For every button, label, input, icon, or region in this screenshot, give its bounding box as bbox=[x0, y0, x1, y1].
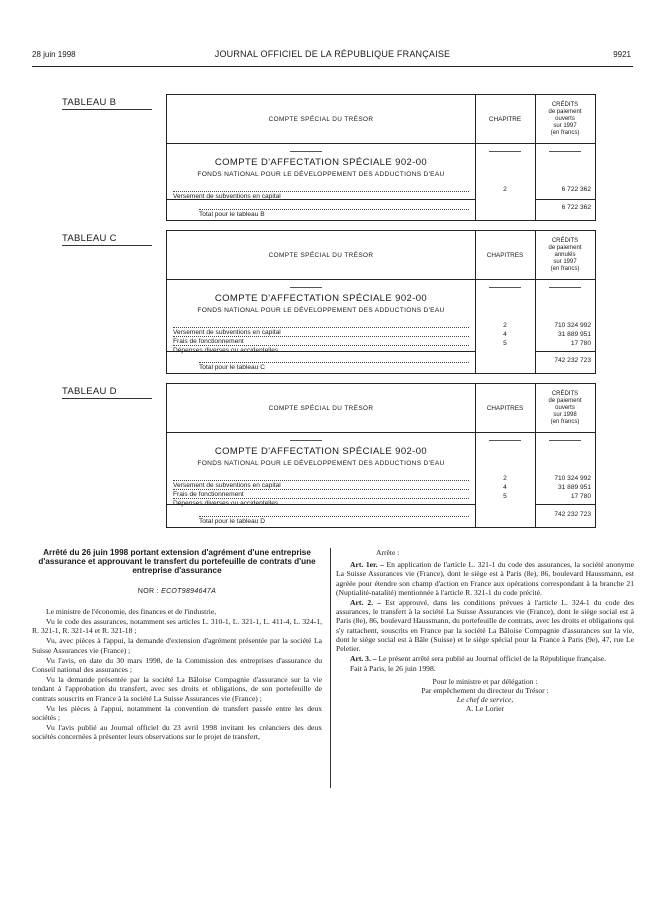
row-chapter: 5 bbox=[503, 340, 507, 347]
table-c-col-account: COMPTE SPÉCIAL DU TRÉSOR bbox=[268, 251, 374, 259]
preamble-paragraph: Vu la demande présentée par la société La Bâloise Compagnie d'assurance sur la vie tendant à l'approbation du transfert, avec ses droits et obligations, de son portefeuille de contrats souscrits en France à la société La Suisse Assurances vie (France) ; bbox=[32, 675, 322, 703]
table-d-col-credits bbox=[535, 384, 595, 432]
total-amount: 742 232 723 bbox=[554, 357, 591, 364]
separator-dash bbox=[290, 151, 322, 152]
credits-line: sur 1997 bbox=[553, 122, 577, 129]
table-row bbox=[173, 474, 469, 489]
table-row bbox=[173, 483, 469, 498]
column-divider bbox=[535, 95, 536, 220]
credits-line: ouverts bbox=[555, 115, 575, 122]
column-divider bbox=[475, 95, 476, 220]
table-d-label: TABLEAU D bbox=[62, 386, 152, 399]
total-rule bbox=[535, 199, 595, 200]
total-rule bbox=[167, 351, 475, 352]
row-chapter: 4 bbox=[503, 484, 507, 491]
row-chapter: 4 bbox=[503, 331, 507, 338]
total-rule bbox=[167, 199, 475, 200]
column-divider bbox=[475, 231, 476, 373]
separator-dash bbox=[549, 440, 581, 441]
preamble-paragraph: Vu, avec pièces à l'appui, la demande d'extension d'agrément présentée par la société La Suisse Assurances vie (France) ; bbox=[32, 636, 322, 655]
account-subtitle: FONDS NATIONAL POUR LE DÉVELOPPEMENT DES ADDUCTIONS D'EAU bbox=[197, 460, 445, 467]
table-d-header bbox=[167, 384, 595, 433]
row-amount: 710 324 992 bbox=[554, 322, 591, 329]
total-label: Total pour le tableau C bbox=[173, 364, 267, 371]
row-label: Frais de fonctionnement bbox=[173, 491, 244, 498]
total-label: Total pour le tableau D bbox=[173, 518, 267, 525]
row-amount: 6 722 362 bbox=[561, 186, 591, 193]
separator-dash bbox=[549, 151, 581, 152]
header-rule bbox=[32, 66, 633, 67]
total-rule bbox=[167, 504, 475, 505]
table-total-row bbox=[173, 356, 469, 371]
table-row bbox=[173, 330, 469, 345]
table-c-col-credits bbox=[535, 231, 595, 279]
table-row bbox=[173, 321, 469, 336]
row-amount: 31 889 951 bbox=[557, 331, 591, 338]
row-amount: 17 780 bbox=[570, 340, 591, 347]
separator-dash bbox=[290, 440, 322, 441]
credits-line: CRÉDITS bbox=[551, 390, 579, 397]
total-amount: 6 722 362 bbox=[561, 204, 591, 211]
article-label: Art. 1er. – bbox=[350, 560, 384, 570]
credits-line: sur 1998 bbox=[553, 411, 577, 418]
preamble-paragraph: Vu l'avis publié au Journal officiel du 23 avril 1998 invitant les créanciers des deux sociétés concernées à présenter leurs observations sur le projet de transfert, bbox=[32, 723, 322, 742]
table-total-row bbox=[173, 510, 469, 525]
row-label: Frais de fonctionnement bbox=[173, 338, 244, 345]
done-at: Fait à Paris, le 26 juin 1998. bbox=[350, 664, 436, 674]
row-chapter: 5 bbox=[503, 493, 507, 500]
for-minister: Pour le ministre et par délégation : bbox=[432, 676, 538, 686]
nor-reference bbox=[32, 587, 322, 596]
row-label: Versement de subventions en capital bbox=[173, 193, 281, 200]
total-rule bbox=[535, 351, 595, 352]
separator-dash bbox=[549, 287, 581, 288]
preamble-paragraph: Le ministre de l'économie, des finances et de l'industrie, bbox=[46, 606, 217, 616]
credits-line: (en francs) bbox=[550, 129, 580, 136]
separator-dash bbox=[489, 440, 521, 441]
article-text: En application de l'article L. 321-1 du code des assurances, la société anonyme La Suisse Assurances vie (France), dont le siège est à Paris (8e), 86, boulevard Haussmann, est agréée pour étendre son champ d'action en France aux opérations correspondant à la branche 21 (Nuptialité-natalité) mentionnée à l'article R. 321-1 du code précité. bbox=[336, 560, 634, 597]
credits-line: de paiement bbox=[548, 244, 582, 251]
row-label: Dépenses diverses ou accidentelles bbox=[173, 347, 279, 354]
article-1 bbox=[336, 560, 634, 597]
preamble-paragraph: Vu les pièces à l'appui, notamment la convention de transfert passée entre les deux sociétés ; bbox=[32, 703, 322, 723]
separator-dash bbox=[489, 151, 521, 152]
column-separator bbox=[330, 548, 331, 788]
row-chapter: 2 bbox=[503, 475, 507, 482]
arrete-word: Arrête : bbox=[376, 548, 400, 557]
impediment-line: Par empêchement du directeur du Trésor : bbox=[421, 685, 549, 695]
credits-line: CRÉDITS bbox=[551, 237, 579, 244]
chief-of-service: Le chef de service, bbox=[456, 695, 514, 705]
row-chapter: 2 bbox=[503, 322, 507, 329]
row-label: Versement de subventions en capital bbox=[173, 329, 281, 336]
table-row bbox=[173, 492, 469, 507]
row-label: Versement de subventions en capital bbox=[173, 482, 281, 489]
table-b-col-account: COMPTE SPÉCIAL DU TRÉSOR bbox=[268, 115, 374, 123]
header-journal-title: JOURNAL OFFICIEL DE LA RÉPUBLIQUE FRANÇAISE bbox=[214, 49, 451, 59]
table-row bbox=[173, 339, 469, 354]
article-label: Art. 2. – bbox=[350, 598, 381, 608]
row-amount: 710 324 992 bbox=[554, 475, 591, 482]
preamble-paragraph: Vu l'avis, en date du 30 mars 1998, de la Commission des entreprises d'assurance du Conseil national des assurances ; bbox=[32, 655, 322, 675]
article-text: Le présent arrêté sera publié au Journal officiel de la République française. bbox=[378, 654, 607, 664]
table-b-header bbox=[167, 95, 595, 144]
credits-line: CRÉDITS bbox=[551, 101, 579, 108]
table-d bbox=[166, 383, 596, 528]
header-date: 28 juin 1998 bbox=[32, 50, 76, 59]
table-b-label: TABLEAU B bbox=[62, 97, 152, 110]
preamble-paragraph: Vu le code des assurances, notamment ses articles L. 310-1, L. 321-1, L. 411-4, L. 324-1, R. 321-1, R. 321-14 et R. 321-18 ; bbox=[32, 617, 322, 636]
table-c-col-chapter: CHAPITRES bbox=[486, 251, 524, 259]
article-2 bbox=[336, 598, 634, 653]
credits-line: sur 1997 bbox=[553, 258, 577, 265]
row-chapter: 2 bbox=[503, 186, 507, 193]
table-total-row bbox=[173, 203, 469, 218]
row-amount: 31 889 951 bbox=[557, 484, 591, 491]
credits-line: de paiement bbox=[548, 397, 582, 404]
table-c bbox=[166, 230, 596, 374]
table-b-col-credits bbox=[535, 95, 595, 143]
total-rule bbox=[535, 504, 595, 505]
separator-dash bbox=[489, 287, 521, 288]
article-3 bbox=[336, 654, 634, 663]
account-subtitle: FONDS NATIONAL POUR LE DÉVELOPPEMENT DES ADDUCTIONS D'EAU bbox=[197, 171, 445, 178]
account-subtitle: FONDS NATIONAL POUR LE DÉVELOPPEMENT DES ADDUCTIONS D'EAU bbox=[197, 307, 445, 314]
credits-line: (en francs) bbox=[550, 418, 580, 425]
separator-dash bbox=[290, 287, 322, 288]
table-b-col-chapter: CHAPITRE bbox=[488, 115, 522, 123]
total-label: Total pour le tableau B bbox=[173, 211, 267, 218]
table-d-col-account: COMPTE SPÉCIAL DU TRÉSOR bbox=[268, 404, 374, 412]
table-c-header bbox=[167, 231, 595, 280]
arrete-left-column bbox=[32, 548, 322, 742]
nor-label: NOR : bbox=[137, 587, 159, 595]
credits-line: ouverts bbox=[555, 404, 575, 411]
table-c-label: TABLEAU C bbox=[62, 233, 152, 246]
arrete-right-column bbox=[336, 548, 634, 713]
signature: A. Le Lorier bbox=[465, 704, 505, 714]
row-amount: 17 780 bbox=[570, 493, 591, 500]
table-b bbox=[166, 94, 596, 221]
total-amount: 742 232 723 bbox=[554, 511, 591, 518]
table-d-col-chapter: CHAPITRES bbox=[486, 404, 524, 412]
credits-line: de paiement bbox=[548, 108, 582, 115]
account-title: COMPTE D'AFFECTATION SPÉCIALE 902-00 bbox=[214, 157, 428, 168]
article-text: Est approuvé, dans les conditions prévues à l'article L. 324-1 du code des assurances, le transfert à la société La Suisse Assurances vie (France), dont le siège social est à Paris (8e), 86, boulevard Haussmann, du portefeuille de contrats, avec les droits et obligations qui s'y rattachent, souscrits en France par la société La Bâloise Compagnie d'assurances sur la vie, dont le siège social est à Bâle (Suisse) et le siège spécial pour la France à Paris (9e), 47, rue Le Peletier. bbox=[336, 598, 634, 654]
account-title: COMPTE D'AFFECTATION SPÉCIALE 902-00 bbox=[214, 293, 428, 304]
column-divider bbox=[535, 384, 536, 527]
column-divider bbox=[475, 384, 476, 527]
row-label: Dépenses diverses ou accidentelles bbox=[173, 500, 279, 507]
article-label: Art. 3. – bbox=[350, 654, 377, 664]
nor-value: ECOT9894647A bbox=[161, 587, 217, 595]
arrete-title: Arrêté du 26 juin 1998 portant extension d'agrément d'une entreprise d'assurance et approuvant le transfert du portefeuille de contrats d'une entreprise d'assurance bbox=[38, 548, 316, 576]
credits-line: (en francs) bbox=[550, 265, 580, 272]
header-page-number: 9921 bbox=[613, 50, 631, 59]
table-row bbox=[173, 185, 469, 200]
credits-line: annulés bbox=[554, 251, 576, 258]
account-title: COMPTE D'AFFECTATION SPÉCIALE 902-00 bbox=[214, 446, 428, 457]
